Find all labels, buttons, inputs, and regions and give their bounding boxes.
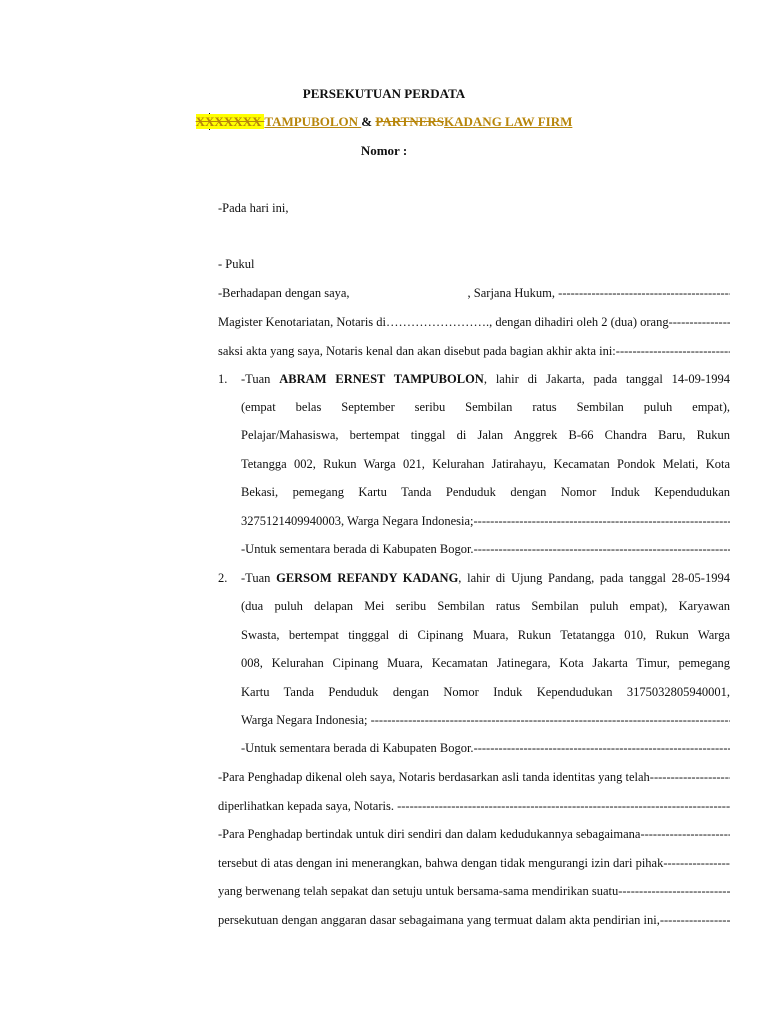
document-number: Nomor : — [360, 143, 408, 158]
firm-inserted-text-1: TAMPUBOLON — [264, 114, 362, 129]
intro-magister: Magister Kenotariatan, Notaris di……………………., dengan dihadiri oleh 2 (dua) orang ----- — [218, 312, 730, 332]
person1-line1: 1. -Tuan ABRAM ERNEST TAMPUBOLON, lahir di Jakarta, pada tanggal 14-09-1994 — [218, 369, 730, 389]
firm-deleted-text-2: PARTNERS — [375, 114, 445, 129]
closing-p1-line1: -Para Penghadap dikenal oleh saya, Notaris berdasarkan asli tanda identitas yang telah ----- — [218, 767, 730, 787]
person1-line2: (empat belas September seribu Sembilan ratus Sembilan puluh empat), — [241, 400, 730, 414]
intro-pukul: - Pukul — [218, 257, 255, 271]
person2-line2: (dua puluh delapan Mei seribu Sembilan ratus Sembilan puluh empat), Karyawan — [241, 599, 730, 613]
person1-line3: Pelajar/Mahasiswa, bertempat tinggal di Jalan Anggrek B-66 Chandra Baru, Rukun — [241, 428, 730, 442]
firm-name-line — [0, 114, 768, 130]
intro-berhadapan — [218, 283, 730, 303]
closing-p2-line3: yang berwenang telah sepakat dan setuju untuk bersama-sama mendirikan suatu ----- — [218, 881, 730, 901]
intro-pada: -Pada hari ini, — [218, 201, 289, 215]
document-title: PERSEKUTUAN PERDATA — [302, 86, 466, 101]
person1-domisili: -Untuk sementara berada di Kabupaten Bogor. ----- — [241, 539, 730, 559]
firm-inserted-text-2: KADANG LAW FIRM — [444, 114, 573, 129]
person2-line6: Warga Negara Indonesia; ----- — [241, 710, 730, 730]
list-number-2: 2. — [218, 571, 228, 585]
person2-line5: Kartu Tanda Penduduk dengan Nomor Induk Kependudukan 3175032805940001, — [241, 685, 730, 699]
person1-line4: Tetangga 002, Rukun Warga 021, Kelurahan Jatirahayu, Kecamatan Pondok Melati, Kota — [241, 457, 730, 471]
berhadapan-a: -Berhadapan dengan saya, — [218, 286, 350, 300]
closing-p2-line2: tersebut di atas dengan ini menerangkan, bahwa dengan tidak mengurangi izin dari pihak ----- — [218, 853, 730, 873]
firm-ampersand: & — [361, 114, 376, 129]
person2-line4: 008, Kelurahan Cipinang Muara, Kecamatan Jatinegara, Kota Jakarta Timur, pemegang — [241, 656, 730, 670]
list-number-1: 1. — [218, 372, 228, 386]
closing-p1-line2: diperlihatkan kepada saya, Notaris. ----- — [218, 796, 730, 816]
person2-name: GERSOM REFANDY KADANG — [276, 571, 459, 585]
person1-line5: Bekasi, pemegang Kartu Tanda Penduduk dengan Nomor Induk Kependudukan — [241, 485, 730, 499]
intro-saksi: saksi akta yang saya, Notaris kenal dan akan disebut pada bagian akhir akta ini: ----- — [218, 341, 730, 361]
person1-line6: 3275121409940003, Warga Negara Indonesia; ----- — [241, 511, 730, 531]
firm-deleted-text-1: XXXXXXX — [195, 114, 265, 129]
person2-line3: Swasta, bertempat tingggal di Cipinang Muara, Rukun Tetatangga 010, Rukun Warga — [241, 628, 730, 642]
person1-name: ABRAM ERNEST TAMPUBOLON — [279, 372, 484, 386]
closing-p2-line4: persekutuan dengan anggaran dasar sebagaimana yang termuat dalam akta pendirian ini, ----- — [218, 910, 730, 930]
berhadapan-b: , Sarjana Hukum, — [467, 286, 559, 300]
closing-p2-line1: -Para Penghadap bertindak untuk diri sendiri dan dalam kedudukannya sebagaimana ----- — [218, 824, 730, 844]
person2-line1: 2. -Tuan GERSOM REFANDY KADANG, lahir di Ujung Pandang, pada tanggal 28-05-1994 — [218, 568, 730, 588]
person2-domisili: -Untuk sementara berada di Kabupaten Bogor. ----- — [241, 738, 730, 758]
